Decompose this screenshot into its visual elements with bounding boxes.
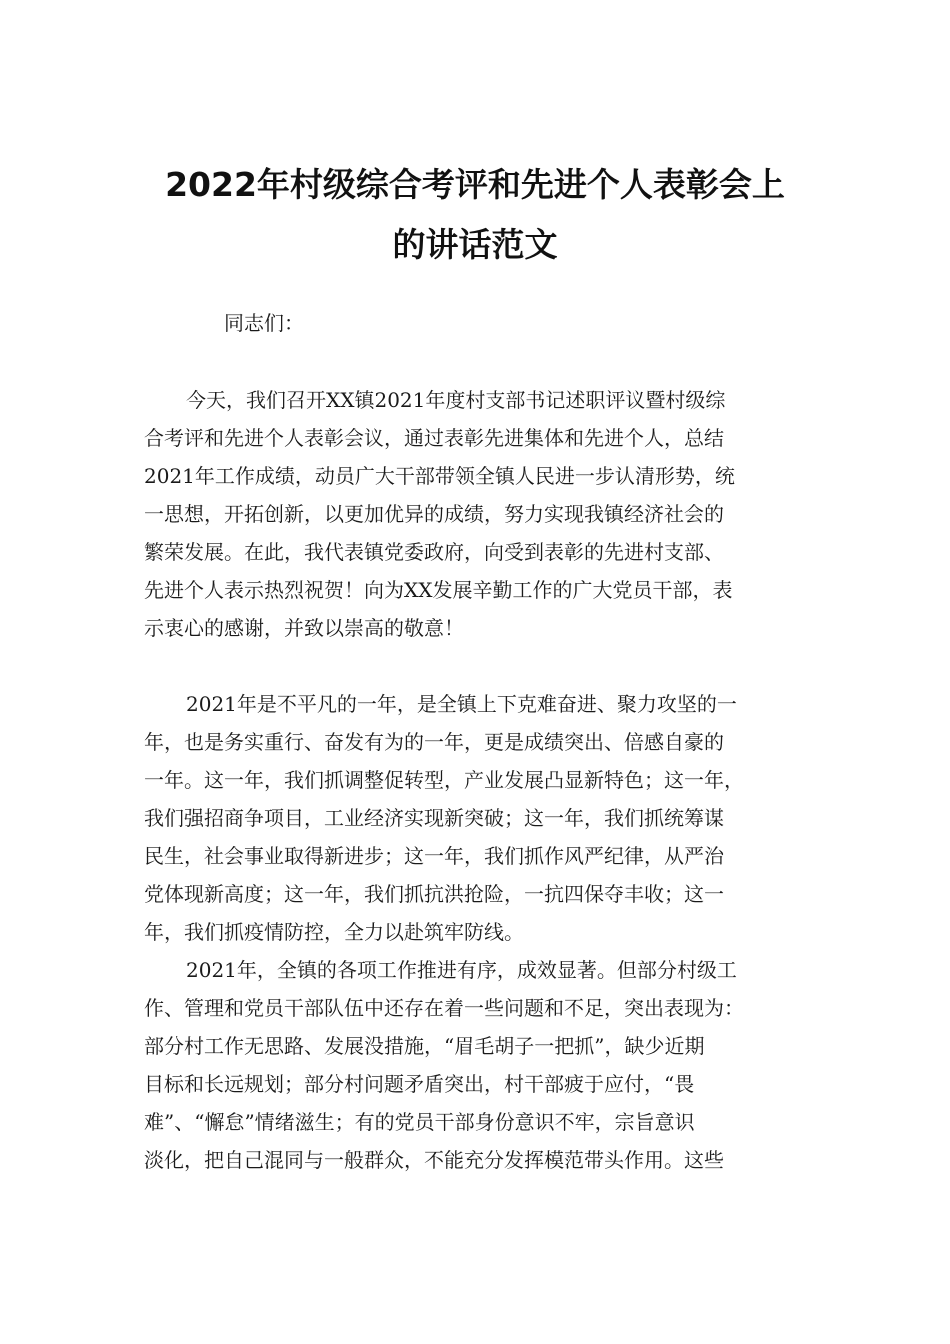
paragraph-line: 2021年，全镇的各项工作推进有序，成效显著。但部分村级工 [186,958,737,982]
document-title-line-1: 2022年村级综合考评和先进个人表彰会上 [165,165,785,204]
paragraph-line: 今天，我们召开XX镇2021年度村支部书记述职评议暨村级综 [186,388,726,412]
document-title-line-2: 的讲话范文 [392,225,558,264]
paragraph-line: 作、管理和党员干部队伍中还存在着一些问题和不足，突出表现为： [144,996,744,1020]
paragraph-line: 部分村工作无思路、发展没措施，“眉毛胡子一把抓”，缺少近期 [144,1034,705,1058]
paragraph-2 [144,685,804,951]
paragraph-line: 一思想，开拓创新，以更加优异的成绩，努力实现我镇经济社会的 [144,502,724,526]
paragraph-line: 年，我们抓疫情防控，全力以赴筑牢防线。 [144,920,524,944]
paragraph-line: 淡化，把自己混同与一般群众，不能充分发挥模范带头作用。这些 [144,1148,724,1172]
paragraph-line: 党体现新高度；这一年，我们抓抗洪抢险，一抗四保夺丰收；这一 [144,882,724,906]
paragraph-line: 目标和长远规划；部分村问题矛盾突出，村干部疲于应付，“畏 [144,1072,695,1096]
paragraph-line: 我们强招商争项目，工业经济实现新突破；这一年，我们抓统筹谋 [144,806,724,830]
paragraph-1 [144,381,804,647]
paragraph-line: 难”、“懈怠”情绪滋生；有的党员干部身份意识不牢，宗旨意识 [144,1110,695,1134]
paragraph-line: 合考评和先进个人表彰会议，通过表彰先进集体和先进个人，总结 [144,426,724,450]
paragraph-line: 年，也是务实重行、奋发有为的一年，更是成绩突出、倍感自豪的 [144,730,724,754]
paragraph-line: 示衷心的感谢，并致以崇高的敬意！ [144,616,464,640]
paragraph-line: 民生，社会事业取得新进步；这一年，我们抓作风严纪律，从严治 [144,844,724,868]
salutation: 同志们： [224,311,304,335]
paragraph-3 [144,951,804,1179]
paragraph-line: 2021年工作成绩，动员广大干部带领全镇人民进一步认清形势，统 [144,464,735,488]
paragraph-line: 一年。这一年，我们抓调整促转型，产业发展凸显新特色；这一年， [144,768,744,792]
paragraph-line: 先进个人表示热烈祝贺！向为XX发展辛勤工作的广大党员干部，表 [144,578,733,602]
paragraph-line: 2021年是不平凡的一年，是全镇上下克难奋进、聚力攻坚的一 [186,692,737,716]
paragraph-line: 繁荣发展。在此，我代表镇党委政府，向受到表彰的先进村支部、 [144,540,724,564]
